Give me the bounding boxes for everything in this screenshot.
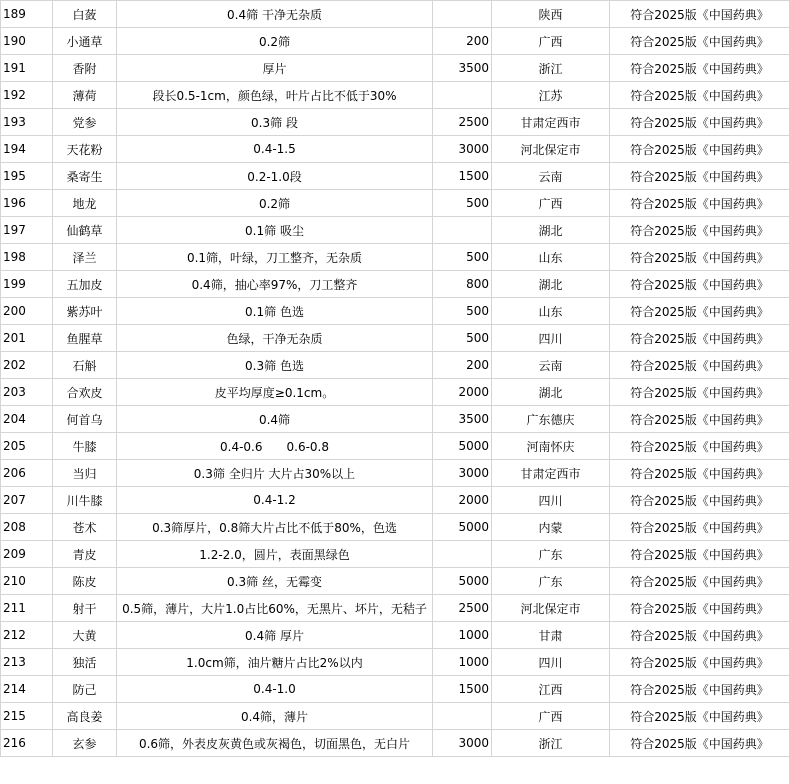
origin-cell[interactable]: 广西 (492, 703, 610, 730)
row-number-cell[interactable]: 196 (1, 190, 53, 217)
row-number-cell[interactable]: 195 (1, 163, 53, 190)
origin-cell[interactable]: 云南 (492, 163, 610, 190)
row-number-cell[interactable]: 208 (1, 514, 53, 541)
origin-cell[interactable]: 江西 (492, 676, 610, 703)
herb-name-cell[interactable]: 川牛膝 (53, 487, 117, 514)
quantity-cell[interactable]: 5000 (433, 568, 492, 595)
standard-cell[interactable]: 符合2025版《中国药典》 (610, 622, 789, 649)
herb-name-cell[interactable]: 薄荷 (53, 82, 117, 109)
row-number-cell[interactable]: 210 (1, 568, 53, 595)
standard-cell[interactable]: 符合2025版《中国药典》 (610, 271, 789, 298)
origin-cell[interactable]: 山东 (492, 298, 610, 325)
herb-name-cell[interactable]: 何首乌 (53, 406, 117, 433)
origin-cell[interactable]: 山东 (492, 244, 610, 271)
specification-cell[interactable]: 0.4筛，抽心率97%，刀工整齐 (117, 271, 433, 298)
quantity-cell[interactable]: 200 (433, 28, 492, 55)
specification-cell[interactable]: 0.1筛，叶绿，刀工整齐，无杂质 (117, 244, 433, 271)
standard-cell[interactable]: 符合2025版《中国药典》 (610, 298, 789, 325)
row-number-cell[interactable]: 189 (1, 1, 53, 28)
standard-cell[interactable]: 符合2025版《中国药典》 (610, 352, 789, 379)
quantity-cell[interactable]: 2500 (433, 595, 492, 622)
table-row (1, 298, 789, 325)
quantity-cell[interactable]: 3000 (433, 730, 492, 757)
quantity-cell[interactable]: 800 (433, 271, 492, 298)
row-number-cell[interactable]: 204 (1, 406, 53, 433)
row-number-cell[interactable]: 205 (1, 433, 53, 460)
table-row (1, 136, 789, 163)
origin-cell[interactable]: 河北保定市 (492, 136, 610, 163)
specification-cell[interactable]: 0.3筛 全归片 大片占30%以上 (117, 460, 433, 487)
quantity-cell[interactable] (433, 1, 492, 28)
row-number-cell[interactable]: 214 (1, 676, 53, 703)
specification-cell[interactable]: 0.4筛，薄片 (117, 703, 433, 730)
specification-cell[interactable]: 0.4筛 (117, 406, 433, 433)
quantity-cell[interactable] (433, 217, 492, 244)
herb-name-cell[interactable]: 当归 (53, 460, 117, 487)
table-row (1, 190, 789, 217)
standard-cell[interactable]: 符合2025版《中国药典》 (610, 109, 789, 136)
quantity-cell[interactable]: 1500 (433, 676, 492, 703)
origin-cell[interactable]: 浙江 (492, 730, 610, 757)
table-row (1, 55, 789, 82)
quantity-cell[interactable]: 500 (433, 325, 492, 352)
quantity-cell[interactable] (433, 82, 492, 109)
origin-cell[interactable]: 甘肃定西市 (492, 109, 610, 136)
origin-cell[interactable]: 四川 (492, 487, 610, 514)
standard-cell[interactable]: 符合2025版《中国药典》 (610, 568, 789, 595)
table-row (1, 271, 789, 298)
standard-cell[interactable]: 符合2025版《中国药典》 (610, 487, 789, 514)
table-row (1, 622, 789, 649)
herb-name-cell[interactable]: 仙鹤草 (53, 217, 117, 244)
table-row (1, 460, 789, 487)
table-row (1, 244, 789, 271)
specification-cell[interactable]: 0.1筛 色选 (117, 298, 433, 325)
origin-cell[interactable]: 湖北 (492, 379, 610, 406)
specification-cell[interactable]: 0.2筛 (117, 190, 433, 217)
quantity-cell[interactable]: 200 (433, 352, 492, 379)
origin-cell[interactable]: 甘肃定西市 (492, 460, 610, 487)
herb-name-cell[interactable]: 高良姜 (53, 703, 117, 730)
quantity-cell[interactable]: 3500 (433, 406, 492, 433)
specification-cell[interactable]: 0.3筛 段 (117, 109, 433, 136)
quantity-cell[interactable]: 500 (433, 298, 492, 325)
herb-name-cell[interactable]: 五加皮 (53, 271, 117, 298)
standard-cell[interactable]: 符合2025版《中国药典》 (610, 379, 789, 406)
table-row (1, 649, 789, 676)
table-row (1, 406, 789, 433)
quantity-cell[interactable]: 1000 (433, 649, 492, 676)
origin-cell[interactable]: 湖北 (492, 217, 610, 244)
origin-cell[interactable]: 河北保定市 (492, 595, 610, 622)
row-number-cell[interactable]: 200 (1, 298, 53, 325)
quantity-cell[interactable]: 5000 (433, 433, 492, 460)
herb-name-cell[interactable]: 泽兰 (53, 244, 117, 271)
row-number-cell[interactable]: 203 (1, 379, 53, 406)
standard-cell[interactable]: 符合2025版《中国药典》 (610, 514, 789, 541)
row-number-cell[interactable]: 213 (1, 649, 53, 676)
origin-cell[interactable]: 内蒙 (492, 514, 610, 541)
quantity-cell[interactable]: 5000 (433, 514, 492, 541)
herb-name-cell[interactable]: 紫苏叶 (53, 298, 117, 325)
standard-cell[interactable]: 符合2025版《中国药典》 (610, 541, 789, 568)
standard-cell[interactable]: 符合2025版《中国药典》 (610, 163, 789, 190)
origin-cell[interactable]: 广东德庆 (492, 406, 610, 433)
herb-name-cell[interactable]: 白蔹 (53, 1, 117, 28)
herb-name-cell[interactable]: 陈皮 (53, 568, 117, 595)
quantity-cell[interactable]: 3500 (433, 55, 492, 82)
standard-cell[interactable]: 符合2025版《中国药典》 (610, 82, 789, 109)
specification-cell[interactable]: 色绿，干净无杂质 (117, 325, 433, 352)
row-number-cell[interactable]: 215 (1, 703, 53, 730)
herb-name-cell[interactable]: 鱼腥草 (53, 325, 117, 352)
specification-cell[interactable]: 1.2-2.0，圆片，表面黑绿色 (117, 541, 433, 568)
quantity-cell[interactable]: 500 (433, 190, 492, 217)
origin-cell[interactable]: 广东 (492, 568, 610, 595)
quantity-cell[interactable]: 2500 (433, 109, 492, 136)
quantity-cell[interactable]: 1500 (433, 163, 492, 190)
origin-cell[interactable]: 广东 (492, 541, 610, 568)
herb-name-cell[interactable]: 党参 (53, 109, 117, 136)
row-number-cell[interactable]: 212 (1, 622, 53, 649)
row-number-cell[interactable]: 209 (1, 541, 53, 568)
herb-name-cell[interactable]: 合欢皮 (53, 379, 117, 406)
table-row (1, 109, 789, 136)
table-row (1, 568, 789, 595)
standard-cell[interactable]: 符合2025版《中国药典》 (610, 460, 789, 487)
row-number-cell[interactable]: 191 (1, 55, 53, 82)
standard-cell[interactable]: 符合2025版《中国药典》 (610, 244, 789, 271)
specification-cell[interactable]: 0.4筛 干净无杂质 (117, 1, 433, 28)
table-row (1, 541, 789, 568)
herb-name-cell[interactable]: 天花粉 (53, 136, 117, 163)
standard-cell[interactable]: 符合2025版《中国药典》 (610, 28, 789, 55)
table-row (1, 82, 789, 109)
table-body (1, 1, 789, 757)
origin-cell[interactable]: 陕西 (492, 1, 610, 28)
standard-cell[interactable]: 符合2025版《中国药典》 (610, 676, 789, 703)
origin-cell[interactable]: 浙江 (492, 55, 610, 82)
standard-cell[interactable]: 符合2025版《中国药典》 (610, 136, 789, 163)
standard-cell[interactable]: 符合2025版《中国药典》 (610, 730, 789, 757)
herb-name-cell[interactable]: 小通草 (53, 28, 117, 55)
row-number-cell[interactable]: 194 (1, 136, 53, 163)
specification-cell[interactable]: 1.0cm筛，油片糖片占比2%以内 (117, 649, 433, 676)
herb-name-cell[interactable]: 独活 (53, 649, 117, 676)
standard-cell[interactable]: 符合2025版《中国药典》 (610, 595, 789, 622)
table-row (1, 1, 789, 28)
herb-name-cell[interactable]: 防己 (53, 676, 117, 703)
row-number-cell[interactable]: 202 (1, 352, 53, 379)
standard-cell[interactable]: 符合2025版《中国药典》 (610, 55, 789, 82)
table-row (1, 325, 789, 352)
table-row (1, 163, 789, 190)
quantity-cell[interactable] (433, 703, 492, 730)
quantity-cell[interactable]: 2000 (433, 379, 492, 406)
specification-cell[interactable]: 0.5筛，薄片，大片1.0占比60%，无黑片、坏片，无秸子 (117, 595, 433, 622)
row-number-cell[interactable]: 197 (1, 217, 53, 244)
standard-cell[interactable]: 符合2025版《中国药典》 (610, 433, 789, 460)
quantity-cell[interactable]: 500 (433, 244, 492, 271)
specification-cell[interactable]: 0.4-1.2 (117, 487, 433, 514)
table-row (1, 379, 789, 406)
row-number-cell[interactable]: 211 (1, 595, 53, 622)
specification-cell[interactable]: 0.4筛 厚片 (117, 622, 433, 649)
specification-cell[interactable]: 0.4-1.5 (117, 136, 433, 163)
table-row (1, 28, 789, 55)
origin-cell[interactable]: 河南怀庆 (492, 433, 610, 460)
quantity-cell[interactable]: 3000 (433, 460, 492, 487)
specification-cell[interactable]: 0.4-1.0 (117, 676, 433, 703)
herb-name-cell[interactable]: 大黄 (53, 622, 117, 649)
specification-cell[interactable]: 0.3筛厚片，0.8筛大片占比不低于80%，色选 (117, 514, 433, 541)
origin-cell[interactable]: 四川 (492, 649, 610, 676)
row-number-cell[interactable]: 199 (1, 271, 53, 298)
specification-cell[interactable]: 0.3筛 丝，无霉变 (117, 568, 433, 595)
row-number-cell[interactable]: 198 (1, 244, 53, 271)
origin-cell[interactable]: 云南 (492, 352, 610, 379)
table-row (1, 676, 789, 703)
table-row (1, 352, 789, 379)
origin-cell[interactable]: 甘肃 (492, 622, 610, 649)
row-number-cell[interactable]: 192 (1, 82, 53, 109)
standard-cell[interactable]: 符合2025版《中国药典》 (610, 1, 789, 28)
herb-name-cell[interactable]: 地龙 (53, 190, 117, 217)
table-row (1, 595, 789, 622)
specification-cell[interactable]: 0.3筛 色选 (117, 352, 433, 379)
quantity-cell[interactable]: 2000 (433, 487, 492, 514)
quantity-cell[interactable]: 3000 (433, 136, 492, 163)
row-number-cell[interactable]: 206 (1, 460, 53, 487)
standard-cell[interactable]: 符合2025版《中国药典》 (610, 406, 789, 433)
origin-cell[interactable]: 江苏 (492, 82, 610, 109)
herb-name-cell[interactable]: 石斛 (53, 352, 117, 379)
quantity-cell[interactable]: 1000 (433, 622, 492, 649)
origin-cell[interactable]: 湖北 (492, 271, 610, 298)
origin-cell[interactable]: 四川 (492, 325, 610, 352)
herb-name-cell[interactable]: 玄参 (53, 730, 117, 757)
table-row (1, 487, 789, 514)
table-row (1, 730, 789, 757)
origin-cell[interactable]: 广西 (492, 28, 610, 55)
table-row (1, 514, 789, 541)
specification-cell[interactable]: 0.4-0.6 0.6-0.8 (117, 433, 433, 460)
row-number-cell[interactable]: 190 (1, 28, 53, 55)
table-row (1, 217, 789, 244)
specification-cell[interactable]: 厚片 (117, 55, 433, 82)
herb-name-cell[interactable]: 桑寄生 (53, 163, 117, 190)
herb-name-cell[interactable]: 牛膝 (53, 433, 117, 460)
herb-name-cell[interactable]: 青皮 (53, 541, 117, 568)
row-number-cell[interactable]: 201 (1, 325, 53, 352)
standard-cell[interactable]: 符合2025版《中国药典》 (610, 325, 789, 352)
specification-cell[interactable]: 0.6筛，外表皮灰黄色或灰褐色，切面黑色，无白片 (117, 730, 433, 757)
specification-cell[interactable]: 0.2-1.0段 (117, 163, 433, 190)
specification-cell[interactable]: 0.1筛 吸尘 (117, 217, 433, 244)
specification-cell[interactable]: 0.2筛 (117, 28, 433, 55)
herb-name-cell[interactable]: 香附 (53, 55, 117, 82)
row-number-cell[interactable]: 216 (1, 730, 53, 757)
quantity-cell[interactable] (433, 541, 492, 568)
row-number-cell[interactable]: 207 (1, 487, 53, 514)
specification-cell[interactable]: 段长0.5-1cm，颜色绿，叶片占比不低于30% (117, 82, 433, 109)
standard-cell[interactable]: 符合2025版《中国药典》 (610, 703, 789, 730)
standard-cell[interactable]: 符合2025版《中国药典》 (610, 217, 789, 244)
standard-cell[interactable]: 符合2025版《中国药典》 (610, 190, 789, 217)
standard-cell[interactable]: 符合2025版《中国药典》 (610, 649, 789, 676)
table-row (1, 433, 789, 460)
row-number-cell[interactable]: 193 (1, 109, 53, 136)
specification-cell[interactable]: 皮平均厚度≥0.1cm。 (117, 379, 433, 406)
herb-name-cell[interactable]: 射干 (53, 595, 117, 622)
origin-cell[interactable]: 广西 (492, 190, 610, 217)
herb-name-cell[interactable]: 苍术 (53, 514, 117, 541)
table-row (1, 703, 789, 730)
